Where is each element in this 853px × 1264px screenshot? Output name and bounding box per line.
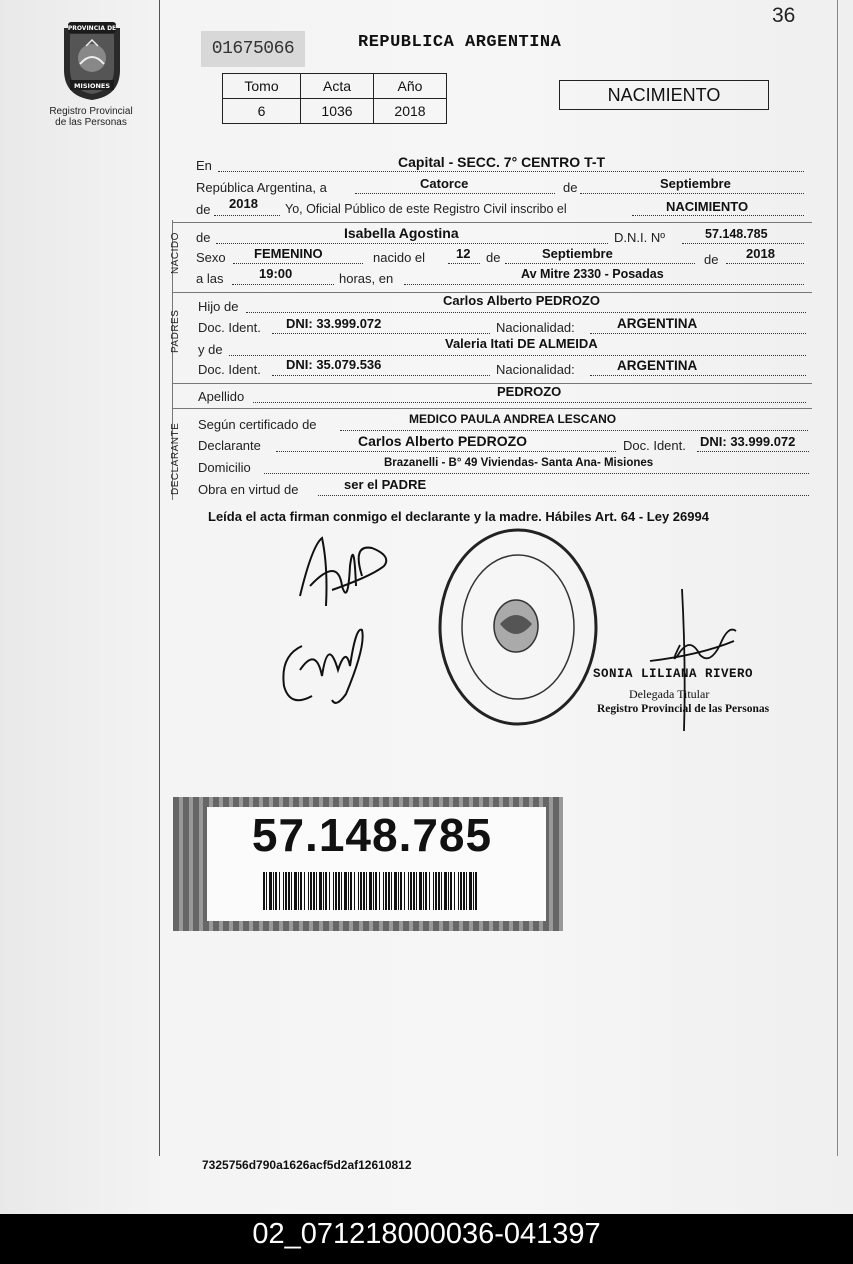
section-label-nacido: NACIDO — [170, 232, 181, 274]
barcode-bar — [288, 872, 290, 910]
barcode-bar — [338, 872, 340, 910]
barcode-bar — [360, 872, 362, 910]
barcode-bar — [275, 872, 277, 910]
barcode-bar — [344, 872, 347, 910]
barcode-bar — [404, 872, 405, 910]
barcode-bar — [291, 872, 292, 910]
barcode-bar — [419, 872, 422, 910]
dotted-line — [404, 284, 804, 285]
barcode-bar — [266, 872, 267, 910]
barcode-bar — [438, 872, 440, 910]
label-de: de — [563, 180, 578, 195]
dotted-line — [246, 312, 806, 313]
document-title: REPUBLICA ARGENTINA — [358, 33, 562, 52]
barcode-bar — [294, 872, 297, 910]
field-dia: Catorce — [420, 176, 469, 191]
dotted-line — [253, 402, 806, 403]
field-acto: NACIMIENTO — [666, 199, 749, 214]
label-doc-ident-declarante: Doc. Ident. — [623, 438, 686, 453]
document-hash: 7325756d790a1626acf5d2af12610812 — [202, 1158, 412, 1172]
barcode — [263, 872, 479, 910]
field-apellido: PEDROZO — [497, 384, 562, 399]
signatory-name: SONIA LILIANA RIVERO — [593, 667, 754, 681]
dotted-line — [590, 375, 806, 376]
barcode-bar — [413, 872, 415, 910]
label-de-nac-mes: de — [486, 250, 501, 265]
barcode-bar — [423, 872, 424, 910]
barcode-bar — [408, 872, 409, 910]
barcode-bar — [475, 872, 477, 910]
dotted-line — [355, 193, 555, 194]
label-segun-certificado: Según certificado de — [198, 417, 317, 432]
field-certificado: MEDICO PAULA ANDREA LESCANO — [409, 412, 617, 426]
label-doc-ident-padre: Doc. Ident. — [198, 320, 261, 335]
header-anio: Año — [374, 74, 447, 99]
barcode-bar — [316, 872, 317, 910]
barcode-bar — [285, 872, 287, 910]
label-a-las: a las — [196, 271, 224, 286]
barcode-bar — [373, 872, 374, 910]
field-nac-anio: 2018 — [746, 246, 775, 261]
section-label-declarante: DECLARANTE — [170, 422, 181, 495]
label-doc-ident-madre: Doc. Ident. — [198, 362, 261, 377]
label-apellido: Apellido — [198, 389, 245, 404]
barcode-bar — [454, 872, 455, 910]
barcode-bar — [325, 872, 327, 910]
field-madre: Valeria Itati DE ALMEIDA — [445, 336, 598, 351]
dotted-line — [272, 333, 490, 334]
section-label-padres: PADRES — [170, 309, 181, 353]
label-horas-en: horas, en — [339, 271, 394, 286]
official-seal — [436, 526, 600, 728]
label-declarante: Declarante — [198, 438, 261, 453]
barcode-bar — [460, 872, 462, 910]
field-mes: Septiembre — [660, 176, 731, 191]
barcode-bar — [425, 872, 427, 910]
barcode-bar — [263, 872, 265, 910]
field-padre-nac: ARGENTINA — [617, 316, 698, 331]
barcode-bar — [469, 872, 472, 910]
field-anio: 2018 — [229, 196, 258, 211]
record-table — [222, 73, 447, 124]
dotted-line — [216, 243, 608, 244]
barcode-bar — [388, 872, 390, 910]
left-margin-line — [159, 0, 160, 1156]
dotted-line — [580, 193, 804, 194]
barcode-bar — [441, 872, 442, 910]
field-padre: Carlos Alberto PEDROZO — [443, 293, 600, 308]
barcode-bar — [458, 872, 459, 910]
org-name — [36, 106, 146, 128]
label-republica-a: República Argentina, a — [196, 180, 327, 195]
barcode-bar — [435, 872, 437, 910]
label-de-nac-anio: de — [704, 252, 719, 267]
barcode-bar — [341, 872, 342, 910]
dotted-line — [264, 473, 809, 474]
field-domicilio: Brazanelli - B° 49 Viviendas- Santa Ana- Misiones — [384, 457, 654, 469]
field-nac-dia: 12 — [456, 246, 471, 261]
dotted-line — [233, 263, 363, 264]
value-acta: 1036 — [301, 99, 374, 124]
barcode-bar — [350, 872, 352, 910]
barcode-bar — [410, 872, 412, 910]
barcode-bar — [319, 872, 322, 910]
label-nacionalidad-padre: Nacionalidad: — [496, 320, 575, 335]
field-declarante-doc: DNI: 33.999.072 — [700, 434, 796, 449]
section-divider — [172, 222, 812, 223]
label-yo: Yo, Oficial Público de este Registro Civil inscribo el — [285, 202, 567, 216]
label-domicilio: Domicilio — [198, 460, 251, 475]
dotted-line — [682, 243, 804, 244]
field-lugar: Capital - SECC. 7° CENTRO T-T — [398, 154, 606, 170]
value-anio: 2018 — [374, 99, 447, 124]
header-acta: Acta — [301, 74, 374, 99]
footer-id-bar: 02_071218000036-041397 — [0, 1214, 853, 1264]
serial-number: 01675066 — [201, 31, 305, 67]
barcode-bar — [335, 872, 337, 910]
dotted-line — [318, 495, 809, 496]
label-obra: Obra en virtud de — [198, 482, 299, 497]
barcode-bar — [283, 872, 284, 910]
stamp-dni-number: 57.148.785 — [251, 809, 493, 861]
field-padre-doc: DNI: 33.999.072 — [286, 316, 382, 331]
dotted-line — [272, 375, 490, 376]
signatory-role: Delegada Titular — [629, 687, 710, 701]
barcode-bar — [333, 872, 334, 910]
field-hora: 19:00 — [259, 266, 293, 281]
field-sexo: FEMENINO — [254, 246, 323, 261]
signatory-org: Registro Provincial de las Personas — [597, 703, 770, 715]
closing-text: Leída el acta firman conmigo el declarante y la madre. Hábiles Art. 64 - Ley 26994 — [208, 509, 709, 524]
field-nac-mes: Septiembre — [542, 246, 613, 261]
field-dni: 57.148.785 — [705, 227, 768, 241]
barcode-bar — [394, 872, 397, 910]
barcode-bar — [313, 872, 315, 910]
barcode-bar — [300, 872, 302, 910]
record-value-row — [223, 99, 447, 124]
field-obra: ser el PADRE — [344, 477, 427, 492]
dotted-line — [590, 333, 806, 334]
mother-signature — [276, 616, 376, 712]
label-sexo: Sexo — [196, 250, 226, 265]
barcode-bar — [448, 872, 449, 910]
barcode-bar — [348, 872, 349, 910]
barcode-bar — [279, 872, 280, 910]
barcode-bar — [269, 872, 272, 910]
label-dni: D.N.I. Nº — [614, 230, 665, 245]
value-tomo: 6 — [223, 99, 301, 124]
barcode-bar — [398, 872, 399, 910]
record-header-row — [223, 74, 447, 99]
dotted-line — [448, 263, 480, 264]
barcode-bar — [298, 872, 299, 910]
barcode-bar — [416, 872, 417, 910]
dotted-line — [232, 284, 334, 285]
barcode-bar — [444, 872, 447, 910]
barcode-bar — [429, 872, 430, 910]
dotted-line — [214, 215, 280, 216]
barcode-bar — [369, 872, 372, 910]
barcode-bar — [379, 872, 380, 910]
barcode-bar — [385, 872, 387, 910]
dotted-line — [505, 263, 695, 264]
document-type-box: NACIMIENTO — [559, 80, 769, 110]
barcode-bar — [310, 872, 312, 910]
label-nacido-el: nacido el — [373, 250, 426, 265]
dotted-line — [697, 451, 809, 452]
barcode-bar — [473, 872, 474, 910]
barcode-bar — [466, 872, 467, 910]
label-y-de: y de — [198, 342, 223, 357]
barcode-bar — [304, 872, 305, 910]
label-de-nombre: de — [196, 230, 211, 245]
barcode-bar — [433, 872, 434, 910]
barcode-bar — [400, 872, 402, 910]
field-madre-doc: DNI: 35.079.536 — [286, 357, 382, 372]
label-en: En — [196, 158, 212, 173]
label-hijo-de: Hijo de — [198, 299, 239, 314]
field-declarante: Carlos Alberto PEDROZO — [358, 433, 528, 449]
header-tomo: Tomo — [223, 74, 301, 99]
page-number: 36 — [772, 4, 796, 27]
barcode-bar — [329, 872, 330, 910]
right-margin-line — [837, 0, 838, 1156]
dotted-line — [632, 215, 804, 216]
barcode-bar — [308, 872, 309, 910]
barcode-bar — [463, 872, 465, 910]
org-name-line1: Registro Provincial — [49, 106, 133, 117]
dotted-line — [229, 355, 806, 356]
barcode-bar — [450, 872, 452, 910]
barcode-bar — [366, 872, 367, 910]
field-madre-nac: ARGENTINA — [617, 358, 698, 373]
section-divider — [172, 383, 812, 384]
barcode-bar — [273, 872, 274, 910]
svg-text:PROVINCIA DE: PROVINCIA DE — [67, 25, 117, 32]
barcode-bar — [358, 872, 359, 910]
barcode-bar — [375, 872, 377, 910]
svg-text:MISIONES: MISIONES — [73, 82, 111, 90]
label-nacionalidad-madre: Nacionalidad: — [496, 362, 575, 377]
barcode-bar — [383, 872, 384, 910]
dotted-line — [218, 171, 804, 172]
label-de-anio: de — [196, 202, 211, 217]
org-name-line2: de las Personas — [55, 117, 127, 128]
dotted-line — [726, 263, 804, 264]
field-nombre: Isabella Agostina — [344, 225, 459, 241]
dotted-line — [276, 451, 616, 452]
province-crest-logo — [56, 20, 128, 102]
dotted-line — [340, 430, 808, 431]
barcode-bar — [354, 872, 355, 910]
field-lugar-nac: Av Mitre 2330 - Posadas — [521, 267, 664, 281]
barcode-bar — [323, 872, 324, 910]
barcode-bar — [391, 872, 392, 910]
barcode-bar — [363, 872, 365, 910]
declarant-signature — [292, 526, 396, 618]
section-divider — [172, 408, 812, 409]
